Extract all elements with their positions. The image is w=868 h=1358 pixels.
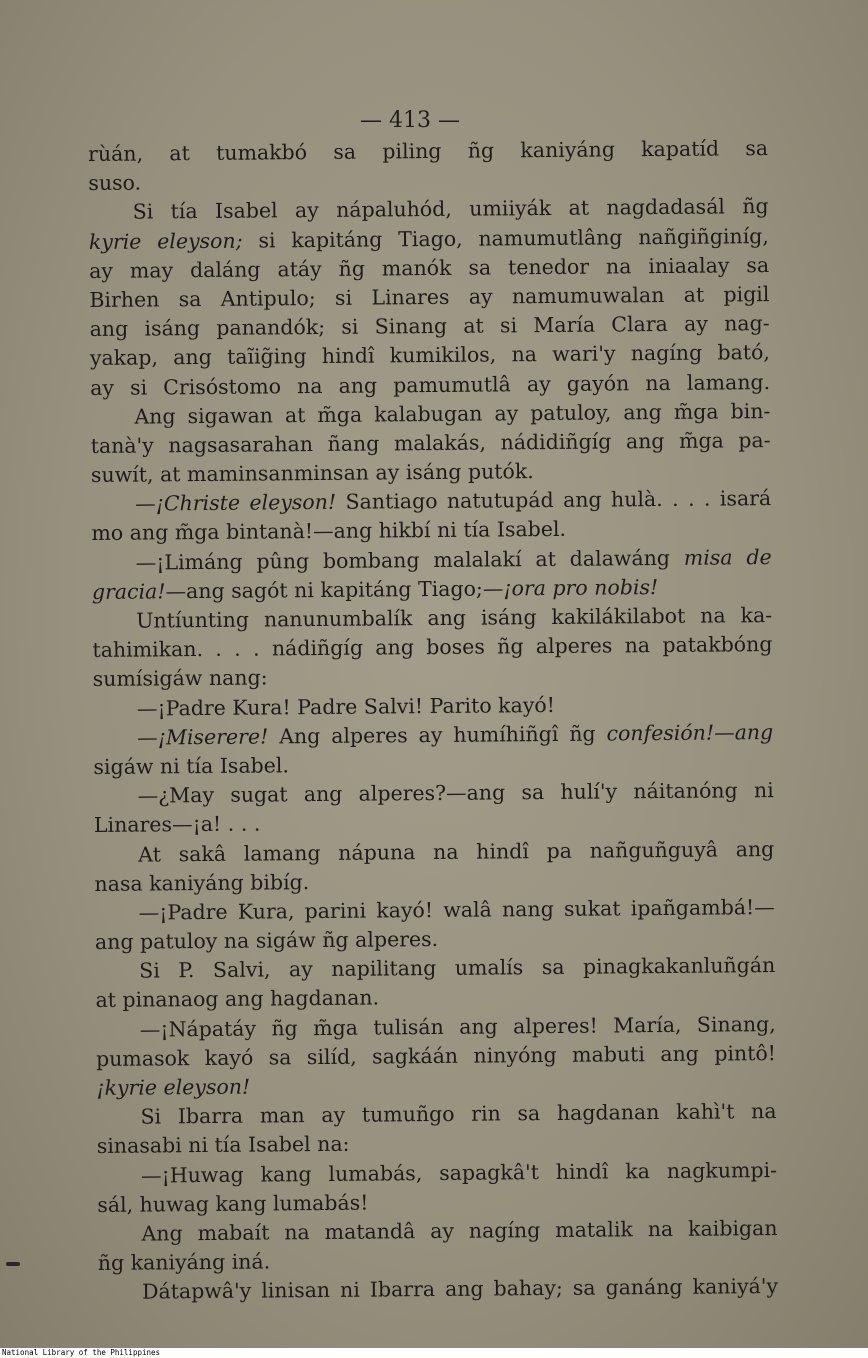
text-line: mo ang m̃ga bintanà!—ang hikbí ni tía Isabel.: [91, 517, 567, 546]
text-line: sál, huwag kang lumabás!: [97, 1190, 369, 1217]
text-line: Ang sigawan at m̃ga kalabugan ay patuloy, ang m̃ga bin-: [134, 398, 771, 429]
text-line: gracia!—ang sagót ni kapitáng Tiago;—¡ora pro nobis!: [91, 574, 659, 604]
text-line: tahimikan. . . . nádiñgíg ang boses ñg alperes na patakbóng: [92, 632, 773, 663]
text-line: Ang mabaít na matandâ ay nagíng matalik na kaibigan: [141, 1215, 778, 1246]
text-line: —¡Miserere! Ang alperes ay humíhiñgî ñg confesión!—ang: [137, 719, 774, 750]
text-line: —¿May sugat ang alperes?—ang sa hulí'y náitanóng ni: [137, 778, 774, 808]
text-line: sinasabi ni tía Isabel na:: [96, 1132, 350, 1159]
text-line: sumísigáw nang:: [92, 665, 268, 692]
text-line: kyrie eleyson; si kapitáng Tiago, namumutlâng nañgiñginíg,: [88, 223, 769, 254]
text-line: —¡Padre Kura! Padre Salvi! Parito kayó!: [136, 692, 556, 721]
scan-footer: [0, 1348, 868, 1358]
text-line: Dátapwâ'y linisan ni Ibarra ang bahay; sa ganáng kaniyá'y: [141, 1274, 779, 1304]
text-line: ang patuloy na sigáw ñg alperes.: [94, 927, 439, 955]
text-line: —¡Nápatáy ñg m̃ga tulisán ang alperes! María, Sinang,: [139, 1011, 776, 1042]
text-line: Si tía Isabel ay nápaluhód, umiiyák at nagdadasál ñg: [132, 194, 769, 224]
text-line: at pinanaog ang hagdanan.: [95, 985, 380, 1013]
text-line: suso.: [88, 170, 142, 196]
footer-credit: National Library of the Philippines: [2, 1348, 161, 1357]
page-number: — 413 —: [360, 108, 460, 133]
text-line: Linares—¡a! . . .: [93, 811, 261, 838]
body-text: [88, 134, 778, 1307]
text-line: Si Ibarra man ay tumuñgo rin sa hagdanan kahì't na: [140, 1099, 777, 1129]
text-line: suwít, at maminsanminsan ay isáng putók.: [90, 459, 534, 488]
text-line: Untíunting nanunumbalík ang isáng kakilákilabot na ka-: [136, 603, 773, 633]
text-line: ¡kyrie eleyson!: [96, 1074, 251, 1100]
text-line: —¡Huwag kang lumabás, sapagkâ't hindî ka nagkumpi-: [140, 1157, 778, 1188]
text-line: —¡Limáng pûng bombang malalakí at dalawáng misa de: [135, 544, 772, 575]
scan-edge-mark: [6, 1262, 20, 1266]
text-line: ay si Crisóstomo na ang pamumutlâ ay gayón na lamang.: [90, 369, 771, 400]
text-line: tanà'y nagsasarahan ñang malakás, nádidiñgíg ang m̃ga pa-: [90, 427, 771, 458]
text-line: nasa kaniyáng bibíg.: [94, 869, 310, 896]
text-line: rùán, at tumakbó sa piling ñg kaniyáng kapatíd sa: [88, 136, 769, 166]
text-line: At sakâ lamang nápuna na hindî pa nañguñguyâ ang: [138, 836, 775, 867]
text-line: Si P. Salvi, ay napilitang umalís sa pinagkakanluñgán: [139, 953, 776, 983]
text-line: ang isáng panandók; si Sinang at si María Clara ay nag-: [89, 311, 770, 342]
text-line: yakap, ang taĩig̃ing hindî kumikilos, na wari'y nagíng bató,: [89, 340, 770, 371]
text-line: ay may daláng atáy ñg manók sa tenedor na iniaalay sa: [89, 252, 770, 283]
text-line: ñg kaniyáng iná.: [97, 1249, 271, 1276]
text-line: —¡Padre Kura, parini kayó! walâ nang sukat ipañgambá!—: [138, 894, 775, 925]
text-line: sigáw ni tía Isabel.: [93, 753, 290, 779]
text-line: —¡Christe eleyson! Santiago natutupád ang hulà. . . . isará: [135, 486, 772, 516]
text-line: pumasok kayó sa silíd, sagkáán ninyóng mabuti ang pintô!: [95, 1040, 777, 1071]
text-line: Birhen sa Antipulo; si Linares ay namumuwalan at pigil: [89, 281, 770, 312]
